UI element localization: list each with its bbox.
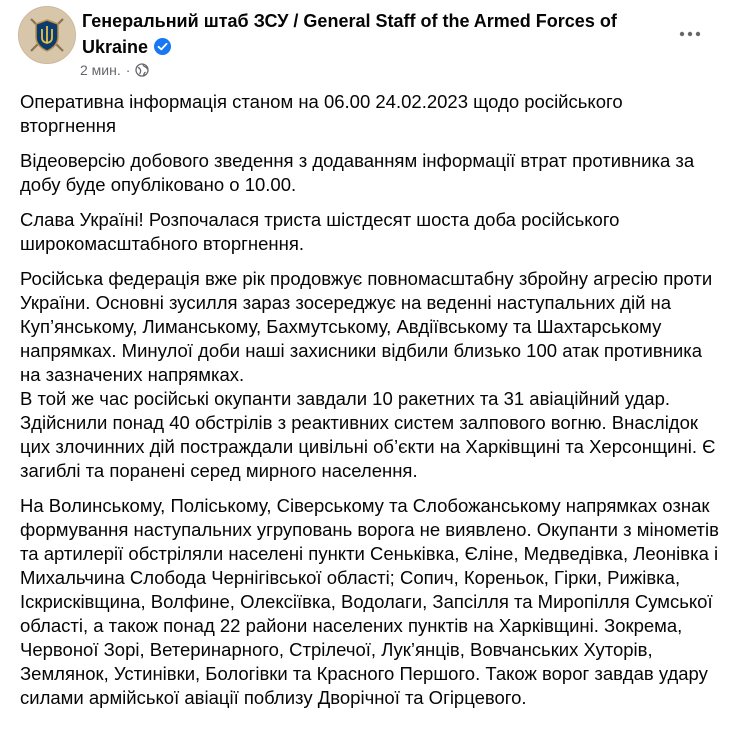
more-horizontal-icon — [678, 30, 702, 38]
post-timestamp[interactable]: 2 мин. — [80, 62, 121, 78]
post-paragraph-greeting: Слава Україні! Розпочалася триста шістдесят шоста доба російського широкомасштабного вторгнення. — [20, 209, 620, 254]
post-summary-strikes: В той же час російські окупанти завдали 10 ракетних та 31 авіаційний удар. Здійснили понад 40 обстрілів з реактивних систем залпового вогню. Внаслідок цих злочинних дій постраждали цивільні об’єкти на Харківщині та Херсонщині. Є загиблі та поранені серед мирного населення. — [20, 388, 716, 481]
post-summary-main: Російська федерація вже рік продовжує повномасштабну збройну агресію проти України. Основні зусилля зараз зосереджує на веденні наступальних дій на Куп’янському, Лиманському, Бахмутському, Авдіївському та Шахтарському напрямках. Минулої доби наші захисники відбили близько 100 атак противника на зазначених напрямках. — [20, 268, 713, 385]
post-paragraph-title: Оперативна інформація станом на 06.00 24.02.2023 щодо російського вторгнення — [20, 91, 623, 136]
verified-badge-icon — [154, 38, 171, 55]
post-body — [20, 90, 720, 721]
page-avatar[interactable] — [18, 6, 76, 64]
post-paragraph-video-note: Відеоверсію добового зведення з додаванням інформації втрат противника за добу буде опубліковано о 10.00. — [20, 150, 695, 195]
page-name[interactable] — [82, 8, 642, 60]
post-paragraph-summary — [20, 267, 720, 483]
more-options-button[interactable] — [672, 16, 708, 52]
meta-separator: · — [125, 62, 131, 78]
post-paragraph-directions: На Волинському, Поліському, Сіверському та Слобожанському напрямках ознак формування наступальних угруповань ворога не виявлено. Окупанти з мінометів та артилерії обстріляли населені пункти Сеньківка, Єліне, Медведівка, Леонівка і Михальчина Слобода Чернігівської області; Сопич, Кореньок, Гірки, Рижівка, Іскрисківщина, Волфине, Олексіївка, Водолаги, Запсілля та Миропілля Сумської області, а також понад 22 райони населених пунктів на Харківщині. Зокрема, Червоної Зорі, Ветеринарного, Стрілечої, Лук’янців, Вовчанських Хуторів, Землянок, Устинівки, Бологівки та Красного Першого. Також ворог завдав удару силами армійської авіації поблизу Дворічної та Огірцевого. — [20, 495, 719, 708]
page-name-text[interactable]: Генеральний штаб ЗСУ / General Staff of the Armed Forces of Ukraine — [82, 11, 617, 57]
globe-icon[interactable] — [135, 63, 149, 77]
post-meta — [80, 61, 149, 79]
general-staff-emblem-icon — [19, 7, 75, 63]
post-header — [18, 6, 718, 86]
